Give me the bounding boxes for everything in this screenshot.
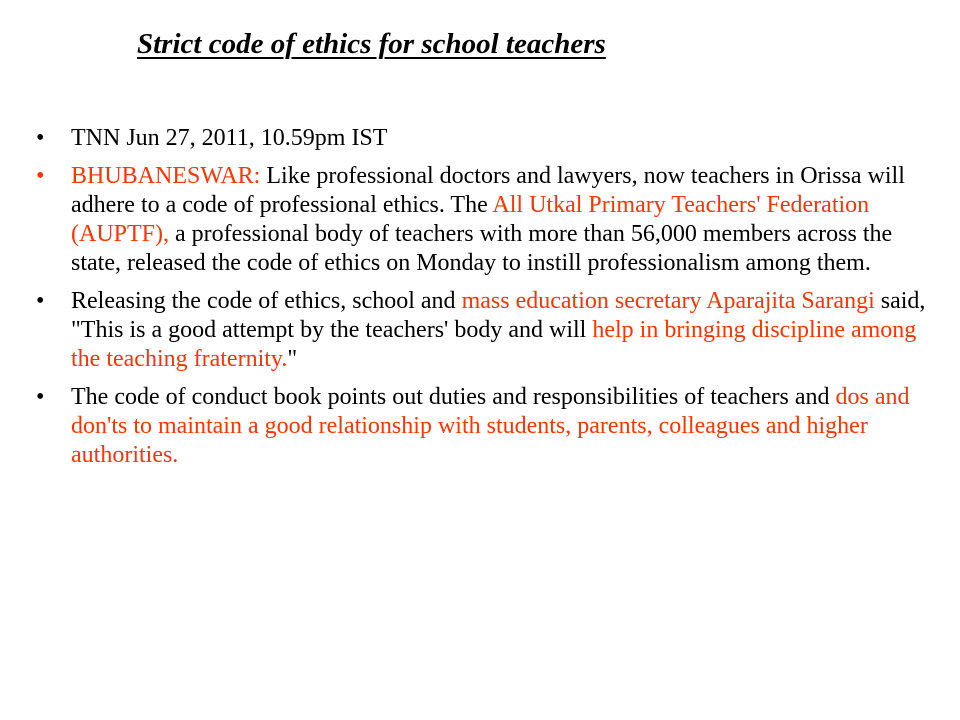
bullet-item — [36, 383, 926, 470]
bullet-dot: • — [36, 384, 45, 410]
bullet-list — [36, 124, 926, 479]
segment-0: The code of conduct book points out duties and responsibilities of teachers and — [71, 384, 836, 410]
slide-title: Strict code of ethics for school teachers — [137, 28, 606, 60]
segment-0: TNN Jun 27, 2011, 10.59pm IST — [71, 125, 388, 151]
segment-1: dos and don'ts to maintain a good relationship with students, parents, colleagues and higher authorities. — [71, 384, 910, 468]
segment-3: a professional body of teachers with more than 56,000 members across the state, released the code of ethics on Monday to instill professionalism among them. — [71, 221, 893, 276]
segment-3: help in bringing discipline among the teaching fraternity. — [71, 317, 917, 372]
bullet-item — [36, 124, 926, 153]
segment-0: BHUBANESWAR: — [71, 163, 267, 189]
bullet-item — [36, 287, 926, 374]
segment-0: Releasing the code of ethics, school and — [71, 288, 462, 314]
bullet-item — [36, 162, 926, 278]
segment-1: mass education secretary Aparajita Sarangi — [461, 288, 875, 314]
segment-4: " — [287, 346, 298, 372]
bullet-dot: • — [36, 125, 45, 151]
segment-2: said, "This is a good attempt by the teachers' body and will — [71, 288, 926, 343]
segment-2: All Utkal Primary Teachers' Federation (AUPTF), — [71, 192, 870, 247]
bullet-dot: • — [36, 163, 45, 189]
segment-1: Like professional doctors and lawyers, now teachers in Orissa will adhere to a code of professional ethics. The — [71, 163, 905, 218]
bullet-dot: • — [36, 288, 45, 314]
